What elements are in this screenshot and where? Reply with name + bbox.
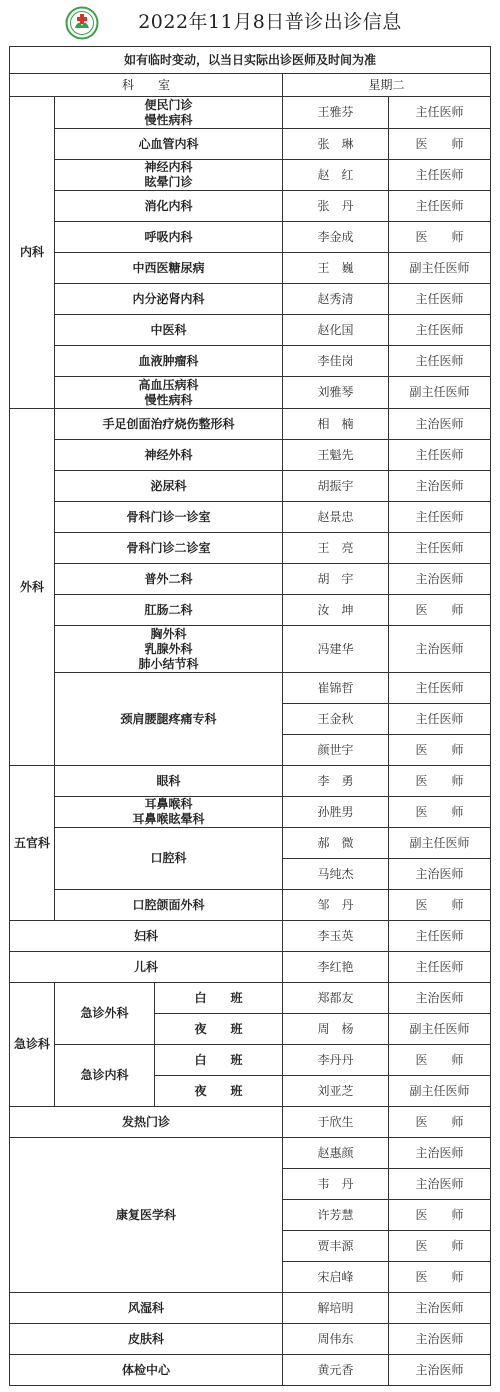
doctor-cell: 李金成 <box>283 222 389 253</box>
doctor-cell: 王 亮 <box>283 533 389 564</box>
dept-cell: 便民门诊 慢性病科 <box>55 97 283 129</box>
doctor-cell: 刘亚芝 <box>283 1076 389 1107</box>
dept-cell: 妇科 <box>10 921 283 952</box>
dept-cell: 骨科门诊一诊室 <box>55 502 283 533</box>
header-department: 科 室 <box>10 74 283 97</box>
dept-cell: 发热门诊 <box>10 1107 283 1138</box>
title-cell: 主治医师 <box>389 626 491 673</box>
doctor-cell: 邹 丹 <box>283 890 389 921</box>
dept-cell: 体检中心 <box>10 1355 283 1386</box>
dept-cell: 普外二科 <box>55 564 283 595</box>
group-facial: 五官科 <box>10 766 55 921</box>
doctor-cell: 颜世宇 <box>283 735 389 766</box>
dept-cell: 耳鼻喉科 耳鼻喉眩晕科 <box>55 797 283 828</box>
doctor-cell: 王金秋 <box>283 704 389 735</box>
shift-cell: 夜 班 <box>155 1076 283 1107</box>
dept-cell: 高血压病科 慢性病科 <box>55 377 283 409</box>
doctor-cell: 许芳慧 <box>283 1200 389 1231</box>
title-cell: 医 师 <box>389 1107 491 1138</box>
title-cell: 医 师 <box>389 890 491 921</box>
doctor-cell: 于欣生 <box>283 1107 389 1138</box>
dept-cell: 眼科 <box>55 766 283 797</box>
title-cell: 副主任医师 <box>389 1076 491 1107</box>
dept-cell: 骨科门诊二诊室 <box>55 533 283 564</box>
doctor-cell: 李佳岗 <box>283 346 389 377</box>
doctor-cell: 汝 坤 <box>283 595 389 626</box>
shift-cell: 夜 班 <box>155 1014 283 1045</box>
title-cell: 医 师 <box>389 222 491 253</box>
title-cell: 主任医师 <box>389 97 491 129</box>
doctor-cell: 相 楠 <box>283 409 389 440</box>
schedule-table <box>9 46 491 1386</box>
title-cell: 主任医师 <box>389 284 491 315</box>
dept-cell: 心血管内科 <box>55 129 283 160</box>
dept-cell: 呼吸内科 <box>55 222 283 253</box>
title-cell: 主治医师 <box>389 983 491 1014</box>
doctor-cell: 张 琳 <box>283 129 389 160</box>
doctor-cell: 王魁先 <box>283 440 389 471</box>
doctor-cell: 刘雅琴 <box>283 377 389 409</box>
title-cell: 主任医师 <box>389 440 491 471</box>
group-surgery: 外科 <box>10 409 55 766</box>
dept-cell: 神经内科 眩晕门诊 <box>55 160 283 191</box>
title-cell: 主治医师 <box>389 1355 491 1386</box>
dept-cell: 颈肩腰腿疼痛专科 <box>55 673 283 766</box>
doctor-cell: 赵秀清 <box>283 284 389 315</box>
title-cell: 主治医师 <box>389 471 491 502</box>
doctor-cell: 宋启峰 <box>283 1262 389 1293</box>
dept-cell: 风湿科 <box>10 1293 283 1324</box>
title-cell: 副主任医师 <box>389 1014 491 1045</box>
doctor-cell: 赵景忠 <box>283 502 389 533</box>
header-day: 星期二 <box>283 74 491 97</box>
dept-cell: 皮肤科 <box>10 1324 283 1355</box>
doctor-cell: 李红艳 <box>283 952 389 983</box>
doctor-cell: 赵惠颜 <box>283 1138 389 1169</box>
doctor-cell: 胡 宇 <box>283 564 389 595</box>
title-cell: 副主任医师 <box>389 253 491 284</box>
doctor-cell: 郑都友 <box>283 983 389 1014</box>
doctor-cell: 周 杨 <box>283 1014 389 1045</box>
doctor-cell: 解培明 <box>283 1293 389 1324</box>
doctor-cell: 周伟东 <box>283 1324 389 1355</box>
title-cell: 主治医师 <box>389 1324 491 1355</box>
dept-cell: 儿科 <box>10 952 283 983</box>
dept-cell: 内分泌肾内科 <box>55 284 283 315</box>
dept-cell: 肛肠二科 <box>55 595 283 626</box>
title-cell: 主任医师 <box>389 315 491 346</box>
title-cell: 医 师 <box>389 129 491 160</box>
dept-cell: 神经外科 <box>55 440 283 471</box>
title-cell: 主治医师 <box>389 409 491 440</box>
shift-cell: 白 班 <box>155 1045 283 1076</box>
title-cell: 医 师 <box>389 735 491 766</box>
doctor-cell: 冯建华 <box>283 626 389 673</box>
title-cell: 主治医师 <box>389 1169 491 1200</box>
doctor-cell: 李丹丹 <box>283 1045 389 1076</box>
dept-cell: 急诊外科 <box>55 983 155 1045</box>
dept-cell: 中西医糖尿病 <box>55 253 283 284</box>
doctor-cell: 王 巍 <box>283 253 389 284</box>
title-cell: 主任医师 <box>389 673 491 704</box>
doctor-cell: 孙胜男 <box>283 797 389 828</box>
dept-cell: 中医科 <box>55 315 283 346</box>
doctor-cell: 王雅芬 <box>283 97 389 129</box>
title-cell: 主任医师 <box>389 704 491 735</box>
dept-cell: 口腔颌面外科 <box>55 890 283 921</box>
doctor-cell: 郝 微 <box>283 828 389 859</box>
group-internal: 内科 <box>10 97 55 409</box>
title-cell: 主任医师 <box>389 533 491 564</box>
dept-cell: 泌尿科 <box>55 471 283 502</box>
dept-cell: 康复医学科 <box>10 1138 283 1293</box>
title-cell: 医 师 <box>389 766 491 797</box>
title-cell: 主治医师 <box>389 859 491 890</box>
shift-cell: 白 班 <box>155 983 283 1014</box>
title-cell: 医 师 <box>389 1262 491 1293</box>
title-cell: 主任医师 <box>389 921 491 952</box>
title-cell: 主治医师 <box>389 1293 491 1324</box>
dept-cell: 消化内科 <box>55 191 283 222</box>
notice: 如有临时变动，以当日实际出诊医师及时间为准 <box>10 47 491 74</box>
title-cell: 医 师 <box>389 595 491 626</box>
title-cell: 副主任医师 <box>389 377 491 409</box>
doctor-cell: 张 丹 <box>283 191 389 222</box>
title-cell: 主任医师 <box>389 502 491 533</box>
page-title: 2022年11月8日普诊出诊信息 <box>138 11 402 33</box>
doctor-cell: 崔锦哲 <box>283 673 389 704</box>
title-cell: 主任医师 <box>389 346 491 377</box>
title-cell: 主任医师 <box>389 952 491 983</box>
title-cell: 医 师 <box>389 1231 491 1262</box>
title-cell: 主任医师 <box>389 160 491 191</box>
title-cell: 主治医师 <box>389 1138 491 1169</box>
dept-cell: 手足创面治疗烧伤整形科 <box>55 409 283 440</box>
doctor-cell: 李 勇 <box>283 766 389 797</box>
dept-cell: 血液肿瘤科 <box>55 346 283 377</box>
title-cell: 医 师 <box>389 1200 491 1231</box>
header <box>0 0 500 44</box>
title-cell: 医 师 <box>389 1045 491 1076</box>
doctor-cell: 贾丰源 <box>283 1231 389 1262</box>
title-cell: 医 师 <box>389 797 491 828</box>
dept-cell: 急诊内科 <box>55 1045 155 1107</box>
title-cell: 副主任医师 <box>389 828 491 859</box>
doctor-cell: 李玉英 <box>283 921 389 952</box>
doctor-cell: 赵化国 <box>283 315 389 346</box>
group-emergency: 急诊科 <box>10 983 55 1107</box>
doctor-cell: 胡振宇 <box>283 471 389 502</box>
title-cell: 主治医师 <box>389 564 491 595</box>
doctor-cell: 赵 红 <box>283 160 389 191</box>
doctor-cell: 黄元香 <box>283 1355 389 1386</box>
doctor-cell: 韦 丹 <box>283 1169 389 1200</box>
title-cell: 主任医师 <box>389 191 491 222</box>
dept-cell: 口腔科 <box>55 828 283 890</box>
dept-cell: 胸外科 乳腺外科 肺小结节科 <box>55 626 283 673</box>
doctor-cell: 马纯杰 <box>283 859 389 890</box>
